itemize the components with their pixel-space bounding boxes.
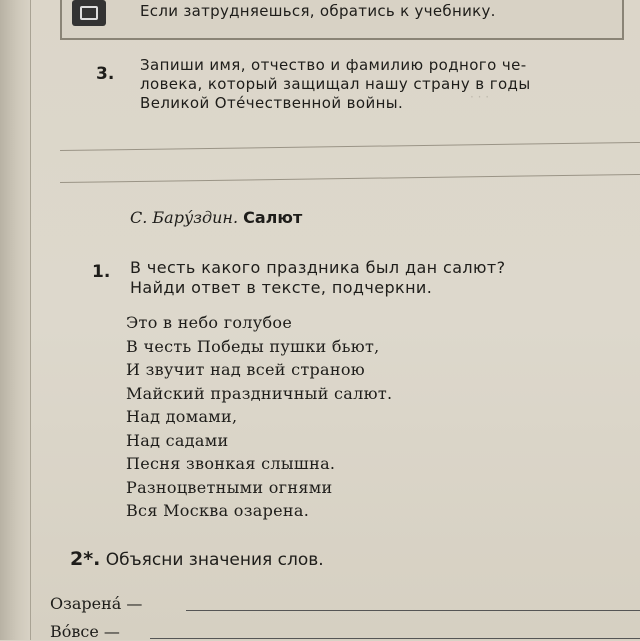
task1-number: 1.	[92, 262, 111, 282]
word-answer-line-2[interactable]	[150, 638, 640, 639]
task3-line-1: Запиши имя, отчество и фамилию родного че-	[140, 56, 527, 74]
task1-line-2: Найди ответ в тексте, подчеркни.	[130, 278, 433, 297]
task3-line-3: Великой Оте́чественной войны.	[140, 94, 404, 112]
hint-text: Если затрудняешься, обратись к учебнику.	[140, 2, 496, 20]
poem-line: Над домами,	[126, 407, 238, 426]
page-gutter	[0, 0, 31, 640]
word-answer-line-1[interactable]	[186, 610, 640, 611]
task2-number: 2*.	[70, 548, 101, 570]
poem-line: Вся Москва озарена.	[126, 501, 310, 520]
poem-line: И звучит над всей страною	[126, 360, 366, 379]
bleed-through: · · ·	[470, 90, 490, 104]
poem	[126, 311, 392, 523]
poem-line: Над садами	[126, 430, 229, 450]
word-dash: —	[126, 594, 143, 613]
task1-text	[130, 258, 506, 298]
book-icon	[72, 0, 106, 26]
poem-line: Майский праздничный салют.	[126, 383, 393, 403]
reading-header	[130, 208, 302, 227]
task2	[70, 548, 324, 570]
word-term: Во́все	[50, 622, 99, 641]
poem-line: В честь Победы пушки бьют,	[126, 336, 380, 356]
author-name: С. Бару́здин.	[130, 208, 239, 227]
reading-title: Салют	[243, 208, 303, 227]
answer-line-1[interactable]	[60, 142, 640, 151]
task3-number: 3.	[96, 64, 115, 84]
answer-line-2[interactable]	[60, 174, 640, 183]
task2-text: Объясни значения слов.	[105, 550, 324, 570]
word-term: Озарена́	[50, 594, 122, 613]
word-row-1	[50, 594, 142, 613]
word-dash: —	[103, 622, 120, 641]
task1-line-1: В честь какого праздника был дан салют?	[130, 258, 506, 277]
task3-text	[140, 56, 531, 113]
poem-line: Песня звонкая слышна.	[126, 454, 336, 473]
task3-line-2: ловека, который защищал нашу страну в годы	[140, 75, 531, 93]
poem-line: Это в небо голубое	[126, 313, 293, 332]
word-row-2	[50, 622, 120, 641]
poem-line: Разноцветными огнями	[126, 477, 333, 497]
